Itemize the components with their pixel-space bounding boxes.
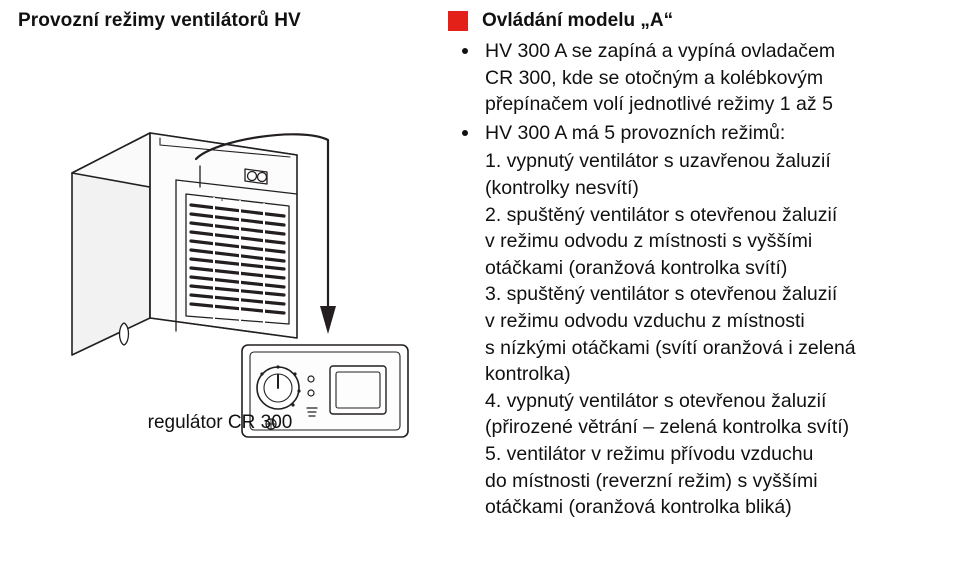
bullet-line: CR 300, kde se otočným a kolébkovým bbox=[485, 66, 824, 89]
mode-line: 4. vypnutý ventilátor s otevřenou žaluzií bbox=[485, 389, 827, 412]
mode-bullet-list bbox=[448, 38, 953, 521]
list-item bbox=[448, 38, 953, 118]
right-column bbox=[448, 0, 953, 586]
red-square-marker-icon bbox=[448, 11, 468, 31]
bullet-dot-icon bbox=[462, 130, 468, 136]
mode-description-block bbox=[448, 148, 953, 520]
figure-caption: regulátor CR 300 bbox=[147, 412, 293, 433]
fan-diagram-figure bbox=[0, 48, 440, 448]
mode-line: 5. ventilátor v režimu přívodu vzduchu bbox=[485, 442, 814, 465]
page-title: Provozní režimy ventilátorů HV bbox=[18, 10, 301, 31]
bullet-line: přepínačem volí jednotlivé režimy 1 až 5 bbox=[485, 93, 833, 116]
bullet-line: HV 300 A se zapíná a vypíná ovladačem bbox=[485, 40, 836, 62]
bullet-line: HV 300 A má 5 provozních režimů: bbox=[485, 121, 786, 144]
mode-line: 2. spuštěný ventilátor s otevřenou žaluzií bbox=[485, 203, 838, 226]
mode-line: otáčkami (oranžová kontrolka bliká) bbox=[485, 496, 792, 519]
section-heading bbox=[448, 10, 673, 32]
fan-diagram-svg bbox=[0, 48, 440, 448]
mode-line: do místnosti (reverzní režim) s vyššími bbox=[485, 469, 818, 492]
mode-line: v režimu odvodu vzduchu z místnosti bbox=[485, 309, 805, 332]
left-column bbox=[0, 0, 440, 586]
list-item bbox=[448, 120, 953, 147]
mode-line: 1. vypnutý ventilátor s uzavřenou žaluzií bbox=[485, 150, 831, 173]
mode-line: otáčkami (oranžová kontrolka svítí) bbox=[485, 256, 788, 279]
mode-line: (kontrolky nesvítí) bbox=[485, 176, 639, 199]
mode-line: 3. spuštěný ventilátor s otevřenou žaluzií bbox=[485, 283, 838, 306]
bullet-dot-icon bbox=[462, 48, 468, 54]
mode-line: s nízkými otáčkami (svítí oranžová i zelená bbox=[485, 336, 856, 359]
section-heading-label: Ovládání modelu „A“ bbox=[482, 10, 674, 31]
mode-line: v režimu odvodu z místnosti s vyššími bbox=[485, 230, 813, 253]
mode-line: kontrolka) bbox=[485, 363, 571, 386]
mode-line: (přirozené větrání – zelená kontrolka svítí) bbox=[485, 416, 850, 439]
